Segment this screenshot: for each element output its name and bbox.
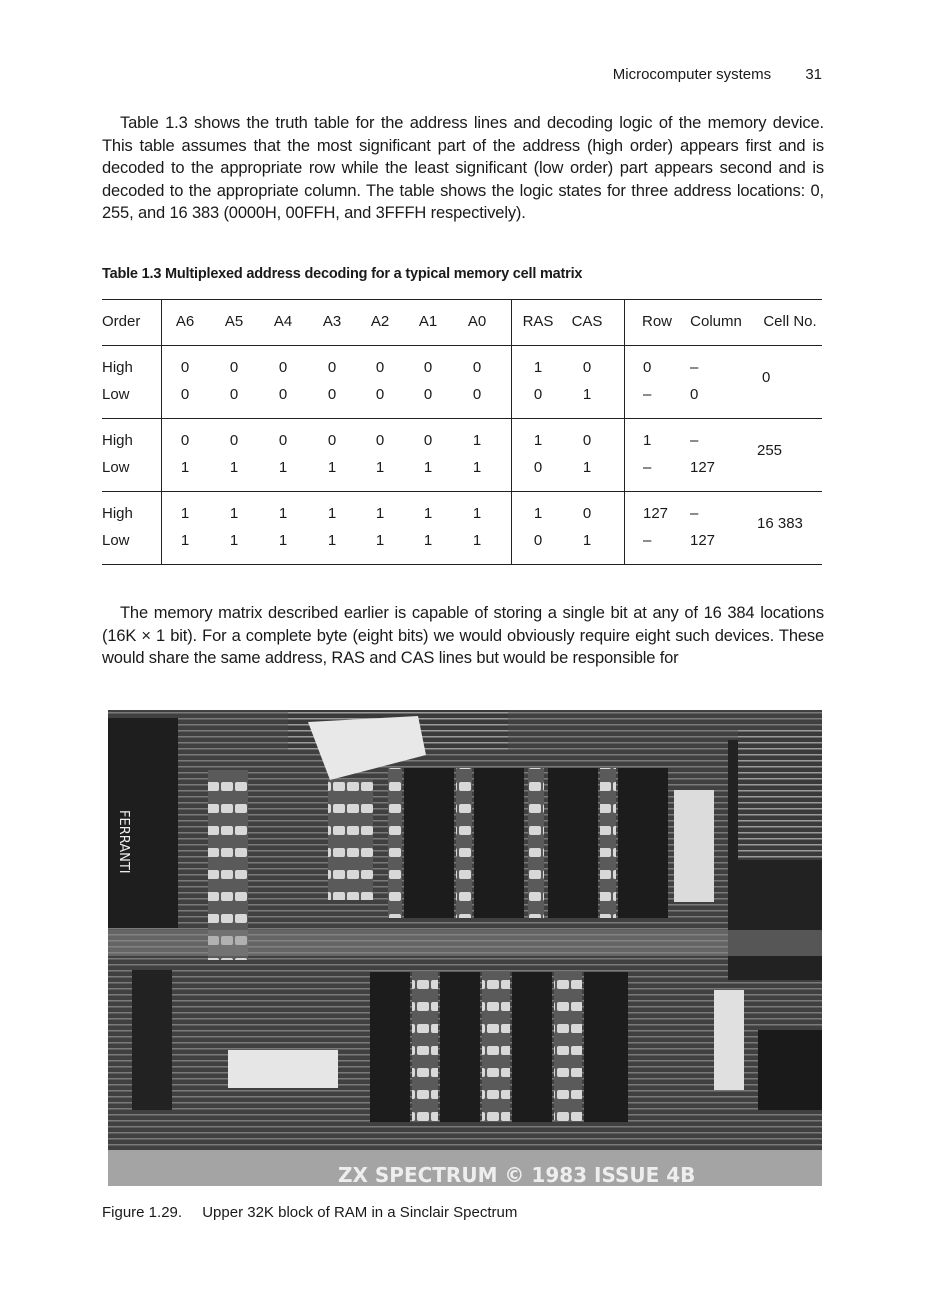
header-a0: A0	[467, 313, 487, 330]
table-rule-group	[102, 418, 822, 419]
cell-a1: 0	[423, 386, 433, 403]
running-head	[0, 66, 822, 83]
cell-a1: 1	[423, 459, 433, 476]
cell-a0: 1	[472, 432, 482, 449]
cell-row: –	[643, 459, 652, 476]
running-head-title: Microcomputer systems	[612, 66, 772, 83]
cell-column: 127	[690, 459, 716, 476]
cell-a4: 0	[278, 386, 288, 403]
cell-row: 0	[643, 359, 652, 376]
cell-order: Low	[102, 532, 130, 549]
cell-cas: 1	[582, 532, 592, 549]
cell-a3: 0	[327, 359, 337, 376]
cell-cas: 1	[582, 459, 592, 476]
table-divider-order	[161, 299, 162, 565]
cell-ras: 1	[533, 505, 543, 522]
cell-a6: 1	[180, 505, 190, 522]
cell-a4: 1	[278, 532, 288, 549]
paragraph-text: Table 1.3 shows the truth table for the address lines and decoding logic of the memory device. This table assumes that the most significant part of the address (high order) appears first and is decoded to the appropriate row while the least significant (low order) part appears second and is decoded to the appropriate column. The table shows the logic states for three address locations: 0, 255, and 16 383 (0000H, 00FFH, and 3FFFH respectively).	[102, 114, 824, 222]
cell-a1: 0	[423, 359, 433, 376]
cell-ras: 1	[533, 432, 543, 449]
cell-ras: 1	[533, 359, 543, 376]
cell-a3: 1	[327, 505, 337, 522]
cell-cas: 0	[582, 432, 592, 449]
cell-a2: 0	[375, 359, 385, 376]
cell-ras: 0	[533, 386, 543, 403]
cell-a6: 0	[180, 359, 190, 376]
cell-cas: 0	[582, 359, 592, 376]
cell-a4: 0	[278, 359, 288, 376]
cell-a4: 1	[278, 459, 288, 476]
cell-row: –	[643, 532, 652, 549]
header-a2: A2	[370, 313, 390, 330]
cell-ras: 0	[533, 459, 543, 476]
cell-order: High	[102, 432, 133, 449]
table-rule-group	[102, 491, 822, 492]
table-divider-strobe	[624, 299, 625, 565]
table-rule-bottom	[102, 564, 822, 565]
cell-row: –	[643, 386, 652, 403]
cell-a2: 1	[375, 505, 385, 522]
cell-cas: 0	[582, 505, 592, 522]
cell-a0: 0	[472, 386, 482, 403]
cell-a5: 0	[229, 432, 239, 449]
paragraph-text: The memory matrix described earlier is capable of storing a single bit at any of 16 384 locations (16K × 1 bit). For a complete byte (eight bits) we would obviously require eight such devices. These would share the same address, RAS and CAS lines but would be responsible for	[102, 604, 824, 667]
cell-a3: 1	[327, 532, 337, 549]
cell-a3: 1	[327, 459, 337, 476]
table-rule-header	[102, 345, 822, 346]
header-a1: A1	[418, 313, 438, 330]
header-cell-no: Cell No.	[763, 313, 817, 330]
cell-a0: 1	[472, 532, 482, 549]
header-cas: CAS	[571, 313, 603, 330]
table-divider-address	[511, 299, 512, 565]
cell-a1: 1	[423, 532, 433, 549]
table-rule-top	[102, 299, 822, 300]
cell-a0: 0	[472, 359, 482, 376]
cell-a6: 1	[180, 532, 190, 549]
cell-a2: 0	[375, 386, 385, 403]
cell-column: –	[690, 505, 699, 522]
body-paragraph-1	[102, 112, 824, 225]
cell-a3: 0	[327, 386, 337, 403]
cell-a2: 1	[375, 459, 385, 476]
pcb-image-icon	[108, 710, 822, 1186]
cell-column: 127	[690, 532, 716, 549]
header-row: Row	[641, 313, 673, 330]
cell-number: 16 383	[757, 515, 803, 532]
cell-a5: 1	[229, 505, 239, 522]
cell-row: 127	[643, 505, 669, 522]
svg-text:FERRANTI: FERRANTI	[116, 810, 131, 874]
cell-a5: 0	[229, 386, 239, 403]
circuit-board-photo	[108, 710, 822, 1186]
table-caption: Table 1.3 Multiplexed address decoding for a typical memory cell matrix	[102, 266, 583, 282]
cell-ras: 0	[533, 532, 543, 549]
cell-order: High	[102, 505, 133, 522]
cell-number: 0	[762, 369, 771, 386]
cell-order: Low	[102, 386, 130, 403]
page-number: 31	[805, 66, 822, 83]
cell-a4: 0	[278, 432, 288, 449]
cell-a0: 1	[472, 505, 482, 522]
cell-column: –	[690, 359, 699, 376]
cell-a2: 0	[375, 432, 385, 449]
header-a5: A5	[224, 313, 244, 330]
cell-a6: 0	[180, 386, 190, 403]
board-marking: ZX SPECTRUM © 1983 ISSUE 4B	[338, 1163, 696, 1186]
header-a3: A3	[322, 313, 342, 330]
header-a6: A6	[175, 313, 195, 330]
cell-a1: 1	[423, 505, 433, 522]
cell-cas: 1	[582, 386, 592, 403]
truth-table	[102, 299, 822, 565]
cell-a5: 1	[229, 459, 239, 476]
cell-column: –	[690, 432, 699, 449]
cell-a5: 1	[229, 532, 239, 549]
header-ras: RAS	[522, 313, 554, 330]
cell-column: 0	[690, 386, 699, 403]
cell-row: 1	[643, 432, 652, 449]
body-paragraph-2	[102, 602, 824, 670]
cell-order: Low	[102, 459, 130, 476]
cell-order: High	[102, 359, 133, 376]
header-column: Column	[690, 313, 742, 330]
figure-caption-text: Upper 32K block of RAM in a Sinclair Spectrum	[202, 1204, 518, 1221]
cell-a0: 1	[472, 459, 482, 476]
cell-a4: 1	[278, 505, 288, 522]
figure-number: Figure 1.29.	[102, 1204, 183, 1221]
figure-caption	[102, 1204, 517, 1221]
cell-a3: 0	[327, 432, 337, 449]
cell-a2: 1	[375, 532, 385, 549]
cell-a6: 1	[180, 459, 190, 476]
cell-a6: 0	[180, 432, 190, 449]
cell-a5: 0	[229, 359, 239, 376]
cell-a1: 0	[423, 432, 433, 449]
header-order: Order	[102, 313, 141, 330]
cell-number: 255	[757, 442, 783, 459]
header-a4: A4	[273, 313, 293, 330]
